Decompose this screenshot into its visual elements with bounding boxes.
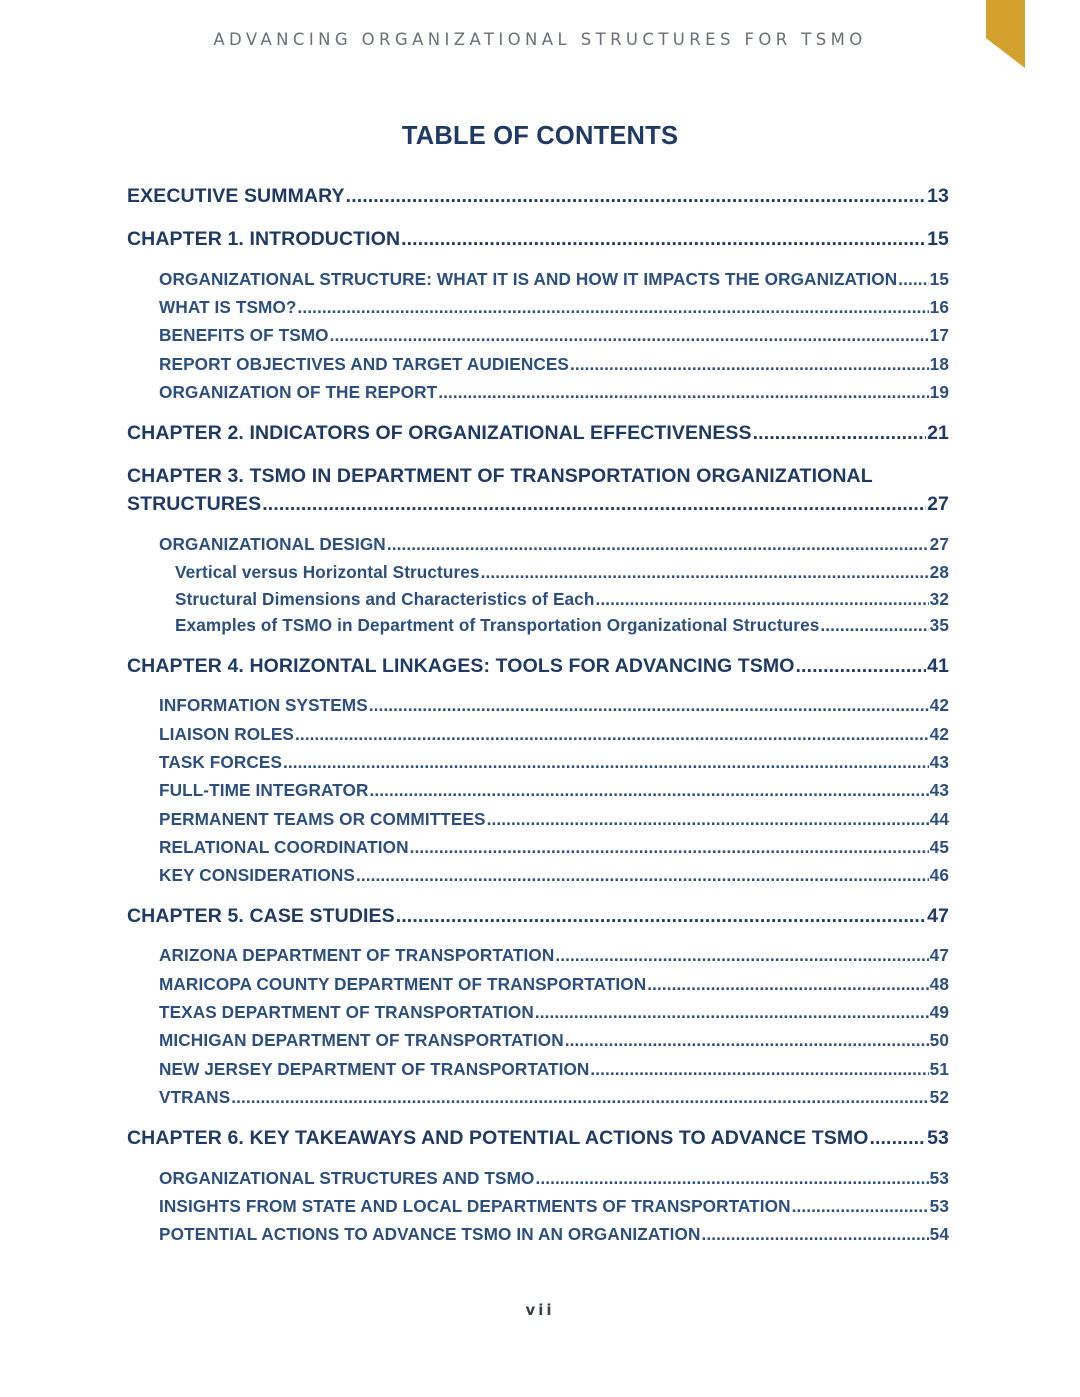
toc-entry-label: PERMANENT TEAMS OR COMMITTEES <box>159 809 486 829</box>
dot-leader <box>370 780 929 801</box>
toc-entry-label: CHAPTER 2. INDICATORS OF ORGANIZATIONAL EFFECTIVENESS <box>127 422 752 444</box>
toc-page-number: 27 <box>927 493 949 515</box>
toc-section-task-forces[interactable] <box>159 752 949 773</box>
dot-leader <box>396 905 926 928</box>
toc-section-report-organization[interactable] <box>159 382 949 403</box>
toc-entry-label: ARIZONA DEPARTMENT OF TRANSPORTATION <box>159 945 555 965</box>
toc-entry-label: TASK FORCES <box>159 752 283 772</box>
dot-leader <box>535 1002 929 1023</box>
dot-leader <box>369 695 929 716</box>
toc-page-number: 47 <box>927 905 949 927</box>
toc-subsection-structural-dimensions[interactable] <box>175 589 949 610</box>
dot-leader <box>898 269 928 290</box>
dot-leader <box>387 534 929 555</box>
toc-entry-chapter-6[interactable] <box>127 1127 949 1150</box>
toc-entry-label: ORGANIZATIONAL DESIGN <box>159 534 386 554</box>
toc-entry-label: VTRANS <box>159 1087 231 1107</box>
toc-entry-label: CHAPTER 6. KEY TAKEAWAYS AND POTENTIAL ACTIONS TO ADVANCE TSMO <box>127 1127 869 1149</box>
dot-leader <box>595 589 928 610</box>
dot-leader <box>792 1196 929 1217</box>
toc-entry-label: ORGANIZATIONAL STRUCTURES AND TSMO <box>159 1168 535 1188</box>
toc-entry-label: Structural Dimensions and Characteristics of Each <box>175 589 595 609</box>
page-number: vii <box>525 1301 555 1319</box>
page-title: TABLE OF CONTENTS <box>401 122 679 150</box>
toc-page-number: 43 <box>929 752 949 772</box>
dot-leader <box>570 354 929 375</box>
toc-entry-label: INFORMATION SYSTEMS <box>159 695 368 715</box>
dot-leader <box>346 185 926 208</box>
dot-leader <box>481 562 929 583</box>
dot-leader <box>298 297 929 318</box>
toc-section-benefits[interactable] <box>159 325 949 346</box>
toc-entry-label: INSIGHTS FROM STATE AND LOCAL DEPARTMENTS OF TRANSPORTATION <box>159 1196 791 1216</box>
toc-subsection-examples[interactable] <box>175 615 949 636</box>
toc-section-vtrans[interactable] <box>159 1087 949 1108</box>
toc-page-number: 15 <box>927 228 949 250</box>
toc-section-org-structure[interactable] <box>159 269 949 290</box>
toc-entry-chapter-2[interactable] <box>127 422 949 445</box>
toc-page-number: 18 <box>929 354 949 374</box>
toc-page-number: 17 <box>929 325 949 345</box>
toc-page-number: 28 <box>929 562 949 582</box>
dot-leader <box>820 615 928 636</box>
toc-page-number: 15 <box>929 269 949 289</box>
toc-section-michigan-dot[interactable] <box>159 1030 949 1051</box>
toc-section-what-is-tsmo[interactable] <box>159 297 949 318</box>
toc-page-number: 27 <box>929 534 949 554</box>
dot-leader <box>702 1224 929 1245</box>
toc-section-potential-actions[interactable] <box>159 1224 949 1245</box>
toc-page-number: 53 <box>929 1196 949 1216</box>
toc-entry-label: CHAPTER 1. INTRODUCTION <box>127 228 401 250</box>
toc-entry-label: CHAPTER 4. HORIZONTAL LINKAGES: TOOLS FOR ADVANCING TSMO <box>127 655 795 677</box>
dot-leader <box>283 752 929 773</box>
toc-entry-chapter-4[interactable] <box>127 655 949 678</box>
toc-page-number: 46 <box>929 865 949 885</box>
toc-page-number: 53 <box>927 1127 949 1149</box>
toc-section-report-objectives[interactable] <box>159 354 949 375</box>
toc-page-number: 49 <box>929 1002 949 1022</box>
toc-section-org-structures-tsmo[interactable] <box>159 1168 949 1189</box>
toc-section-insights[interactable] <box>159 1196 949 1217</box>
toc-page-number: 35 <box>929 615 949 635</box>
toc-section-key-considerations[interactable] <box>159 865 949 886</box>
toc-page-number: 21 <box>927 422 949 444</box>
dot-leader <box>555 945 928 966</box>
toc-entry-chapter-3[interactable] <box>127 493 949 516</box>
toc-page-number: 47 <box>929 945 949 965</box>
toc-entry-chapter-5[interactable] <box>127 905 949 928</box>
dot-leader <box>590 1059 928 1080</box>
toc-page-number: 52 <box>929 1087 949 1107</box>
toc-entry-label: FULL-TIME INTEGRATOR <box>159 780 369 800</box>
dot-leader <box>262 493 926 516</box>
bookmark-ribbon <box>986 0 1025 68</box>
toc-section-permanent-teams[interactable] <box>159 809 949 830</box>
toc-entry-label: MICHIGAN DEPARTMENT OF TRANSPORTATION <box>159 1030 564 1050</box>
dot-leader <box>295 724 929 745</box>
toc-page-number: 45 <box>929 837 949 857</box>
running-header: ADVANCING ORGANIZATIONAL STRUCTURES FOR TSMO <box>213 30 867 49</box>
dot-leader <box>870 1127 927 1150</box>
toc-entry-label: WHAT IS TSMO? <box>159 297 297 317</box>
toc-entry-label: MARICOPA COUNTY DEPARTMENT OF TRANSPORTATION <box>159 974 647 994</box>
toc-entry-label: Examples of TSMO in Department of Transportation Organizational Structures <box>175 615 820 635</box>
toc-entry-label: RELATIONAL COORDINATION <box>159 837 409 857</box>
toc-section-full-time-integrator[interactable] <box>159 780 949 801</box>
dot-leader <box>410 837 929 858</box>
toc-entry-label: ORGANIZATION OF THE REPORT <box>159 382 438 402</box>
toc-entry-chapter-1[interactable] <box>127 228 949 251</box>
toc-entry-label: BENEFITS OF TSMO <box>159 325 329 345</box>
toc-section-organizational-design[interactable] <box>159 534 949 555</box>
dot-leader <box>565 1030 929 1051</box>
toc-page-number: 42 <box>929 695 949 715</box>
toc-entry-label: KEY CONSIDERATIONS <box>159 865 355 885</box>
dot-leader <box>438 382 928 403</box>
toc-section-liaison-roles[interactable] <box>159 724 949 745</box>
toc-entry-label: POTENTIAL ACTIONS TO ADVANCE TSMO IN AN ORGANIZATION <box>159 1224 701 1244</box>
toc-page-number: 44 <box>929 809 949 829</box>
toc-section-texas-dot[interactable] <box>159 1002 949 1023</box>
toc-entry-label: ORGANIZATIONAL STRUCTURE: WHAT IT IS AND HOW IT IMPACTS THE ORGANIZATION <box>159 269 898 289</box>
toc-section-maricopa-dot[interactable] <box>159 974 949 995</box>
dot-leader <box>487 809 929 830</box>
dot-leader <box>231 1087 928 1108</box>
dot-leader <box>535 1168 928 1189</box>
toc-entry-label: LIAISON ROLES <box>159 724 294 744</box>
toc-section-new-jersey-dot[interactable] <box>159 1059 949 1080</box>
toc-entry-label: NEW JERSEY DEPARTMENT OF TRANSPORTATION <box>159 1059 590 1079</box>
toc-section-information-systems[interactable] <box>159 695 949 716</box>
toc-subsection-vertical-horizontal[interactable] <box>175 562 949 583</box>
dot-leader <box>647 974 928 995</box>
dot-leader <box>753 422 926 445</box>
toc-page-number: 13 <box>927 185 949 207</box>
toc-entry-label: TEXAS DEPARTMENT OF TRANSPORTATION <box>159 1002 534 1022</box>
toc-page-number: 16 <box>929 297 949 317</box>
toc-page-number: 32 <box>929 589 949 609</box>
dot-leader <box>796 655 927 678</box>
dot-leader <box>330 325 929 346</box>
dot-leader <box>356 865 929 886</box>
toc-page-number: 19 <box>929 382 949 402</box>
dot-leader <box>401 228 926 251</box>
toc-section-arizona-dot[interactable] <box>159 945 949 966</box>
toc-page-number: 51 <box>929 1059 949 1079</box>
toc-page-number: 42 <box>929 724 949 744</box>
toc-page-number: 41 <box>927 655 949 677</box>
toc-entry-executive-summary[interactable] <box>127 185 949 208</box>
toc-page-number: 54 <box>929 1224 949 1244</box>
toc-section-relational-coordination[interactable] <box>159 837 949 858</box>
toc-entry-label: EXECUTIVE SUMMARY <box>127 185 345 207</box>
toc-entry-chapter-3-line1[interactable]: CHAPTER 3. TSMO IN DEPARTMENT OF TRANSPORTATION ORGANIZATIONAL <box>127 465 873 487</box>
toc-page-number: 48 <box>929 974 949 994</box>
toc-page-number: 43 <box>929 780 949 800</box>
toc-page-number: 50 <box>929 1030 949 1050</box>
toc-entry-label: STRUCTURES <box>127 493 262 515</box>
toc-entry-label: Vertical versus Horizontal Structures <box>175 562 480 582</box>
toc-entry-label: REPORT OBJECTIVES AND TARGET AUDIENCES <box>159 354 569 374</box>
toc-entry-label: CHAPTER 5. CASE STUDIES <box>127 905 395 927</box>
toc-page-number: 53 <box>929 1168 949 1188</box>
